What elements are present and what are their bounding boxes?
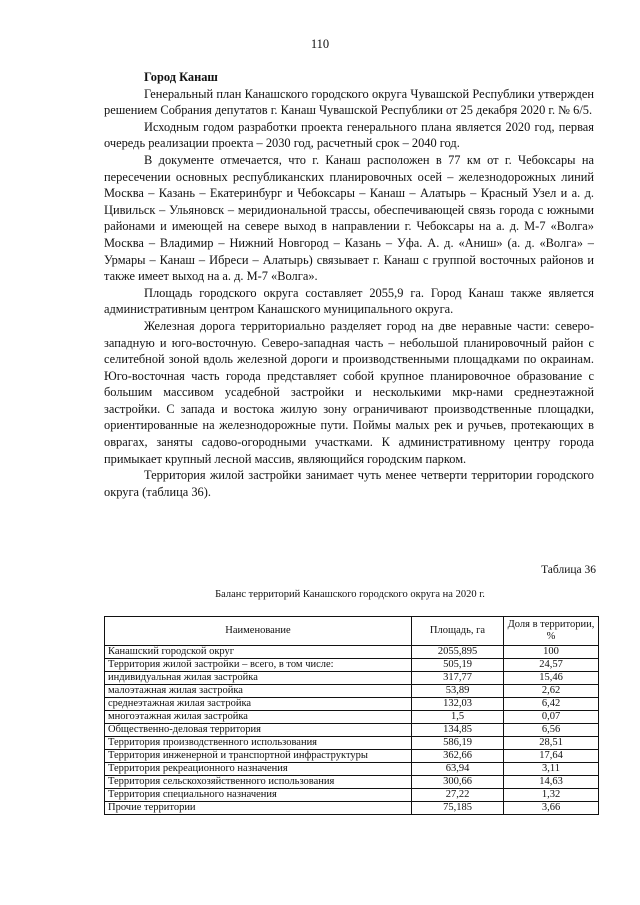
row-name: Территория рекреационного назначения <box>105 763 412 776</box>
table-row <box>105 685 599 698</box>
row-name: Общественно-деловая территория <box>105 724 412 737</box>
header-share: Доля в территории, % <box>504 617 599 646</box>
row-name: Территория инженерной и транспортной инфраструктуры <box>105 750 412 763</box>
row-area: 63,94 <box>412 763 504 776</box>
row-area: 586,19 <box>412 737 504 750</box>
table-row <box>105 724 599 737</box>
table-row <box>105 646 599 659</box>
paragraph-railway: Железная дорога территориально разделяет город на две неравные части: северо-западную и юго-восточную. Северо-западная часть – небольшой планировочный район с селитебной зоной вдоль железной дороги и производственными площадками по окраинам. Юго-восточная часть города представляет собой крупное планировочное образование с большим массивом усадебной застройки и несколькими мкр-нами среднеэтажной застройки. С запада и востока жилую зону ограничивают производственные площадки, ориентированные на железнодорожные пути. Поймы малых рек и ручьев, протекающих в оврагах, заняты садово-огородными участками. К административному центру города примыкает крупный лесной массив, являющийся городским парком. <box>104 318 594 466</box>
row-share: 1,32 <box>504 789 599 802</box>
row-area: 362,66 <box>412 750 504 763</box>
row-share: 3,66 <box>504 802 599 815</box>
table-row <box>105 750 599 763</box>
row-area: 317,77 <box>412 672 504 685</box>
section-heading: Город Канаш <box>144 70 218 84</box>
header-area: Площадь, га <box>412 617 504 646</box>
row-share: 6,56 <box>504 724 599 737</box>
row-share: 2,62 <box>504 685 599 698</box>
row-area: 1,5 <box>412 711 504 724</box>
paragraph-area: Площадь городского округа составляет 2055,9 га. Город Канаш также является административным центром Канашского муниципального округа. <box>104 285 594 317</box>
paragraph-residential-share: Территория жилой застройки занимает чуть менее четверти территории городского округа (таблица 36). <box>104 468 594 499</box>
table-row <box>105 776 599 789</box>
row-share: 0,07 <box>504 711 599 724</box>
table-row <box>105 802 599 815</box>
row-name: Прочие территории <box>105 802 412 815</box>
table-header-row <box>105 617 599 646</box>
row-area: 132,03 <box>412 698 504 711</box>
row-area: 505,19 <box>412 659 504 672</box>
table-caption: Таблица 36 <box>541 564 596 576</box>
table-title: Баланс территорий Канашского городского округа на 2020 г. <box>215 589 485 600</box>
row-share: 24,57 <box>504 659 599 672</box>
table-row <box>105 672 599 685</box>
body-text <box>104 69 594 500</box>
table-row <box>105 659 599 672</box>
row-name: малоэтажная жилая застройка <box>105 685 412 698</box>
row-share: 15,46 <box>504 672 599 685</box>
row-name: Территория специального назначения <box>105 789 412 802</box>
row-name: Территория жилой застройки – всего, в том числе: <box>105 659 412 672</box>
row-share: 100 <box>504 646 599 659</box>
table-row <box>105 763 599 776</box>
row-share: 6,42 <box>504 698 599 711</box>
row-name: Канашский городской округ <box>105 646 412 659</box>
row-area: 75,185 <box>412 802 504 815</box>
row-area: 134,85 <box>412 724 504 737</box>
page-number: 110 <box>310 37 330 51</box>
table-row <box>105 698 599 711</box>
table-row <box>105 789 599 802</box>
row-area: 2055,895 <box>412 646 504 659</box>
row-name: среднеэтажная жилая застройка <box>105 698 412 711</box>
row-name: многоэтажная жилая застройка <box>105 711 412 724</box>
row-area: 300,66 <box>412 776 504 789</box>
table-row <box>105 711 599 724</box>
table-row <box>105 737 599 750</box>
row-area: 53,89 <box>412 685 504 698</box>
row-share: 17,64 <box>504 750 599 763</box>
paragraph-location: В документе отмечается, что г. Канаш расположен в 77 км от г. Чебоксары на пересечении основных республиканских планировочных осей – железнодорожных линий Москва – Казань – Екатеринбург и Чебоксары – Канаш – Алатырь – Красный Узел и а. д. Цивильск – Ульяновск – меридиональной трассы, обеспечивающей связь города с южными районами и имеющей на севере выход в направлении г. Чебоксары на а. д. М-7 «Волга» Москва – Владимир – Нижний Новгород – Казань – Уфа. А. д. «Аниш» (а. д. «Волга» – Урмары – Канаш – Ибреси – Алатырь) связывает г. Канаш с группой восточных районов и также имеет выход на а. д. М-7 «Волга». <box>104 152 594 284</box>
row-share: 28,51 <box>504 737 599 750</box>
header-name: Наименование <box>105 617 412 646</box>
paragraph-general-plan: Генеральный план Канашского городского округа Чувашской Республики утвержден решением Собрания депутатов г. Канаш Чувашской Республики от 25 декабря 2020 г. № 6/5. <box>104 86 594 118</box>
row-share: 3,11 <box>504 763 599 776</box>
territory-balance-table <box>104 616 599 815</box>
paragraph-base-year: Исходным годом разработки проекта генерального плана является 2020 год, первая очередь реализации проекта – 2030 год, расчетный срок – 2040 год. <box>104 119 594 151</box>
row-share: 14,63 <box>504 776 599 789</box>
row-name: индивидуальная жилая застройка <box>105 672 412 685</box>
row-area: 27,22 <box>412 789 504 802</box>
row-name: Территория сельскохозяйственного использования <box>105 776 412 789</box>
row-name: Территория производственного использования <box>105 737 412 750</box>
